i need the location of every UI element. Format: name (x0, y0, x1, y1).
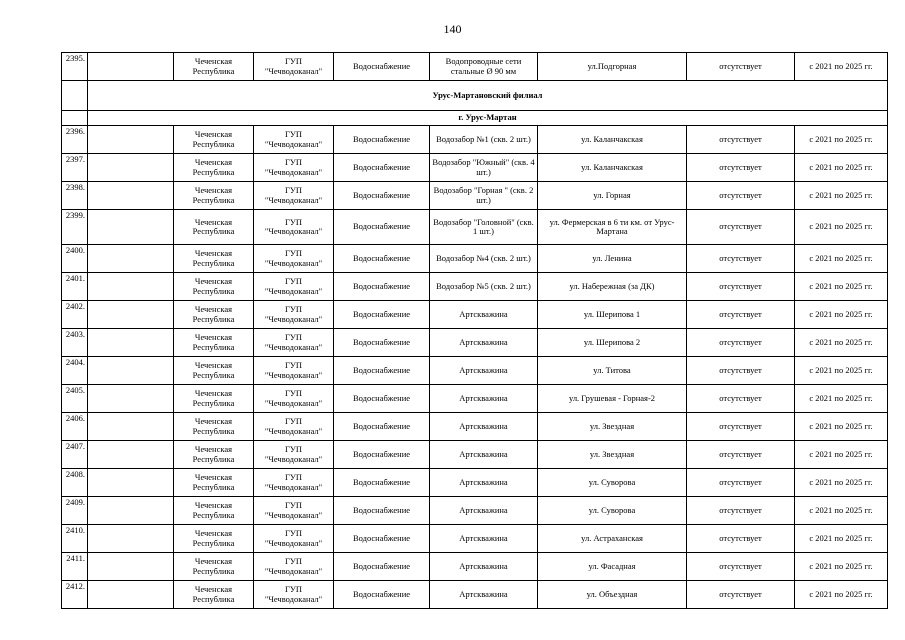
empty-cell (88, 154, 174, 182)
region-line: Республика (192, 194, 235, 205)
region-cell (174, 441, 254, 469)
table-row (62, 182, 888, 210)
region-cell (174, 273, 254, 301)
period-cell: с 2021 по 2025 гг. (795, 525, 888, 553)
empty-cell (88, 413, 174, 441)
address-cell: ул. Грушевая - Горная-2 (538, 385, 687, 413)
branch-title: Урус-Мартановский филиал (88, 81, 888, 111)
region-line: Чеченская (194, 332, 233, 342)
region-line: Республика (192, 65, 235, 76)
org-line: ГУП (284, 129, 303, 139)
table-row (62, 210, 888, 245)
period-cell: с 2021 по 2025 гг. (795, 329, 888, 357)
table-row (62, 441, 888, 469)
address-cell: ул.Подгорная (538, 53, 687, 81)
status-cell: отсутствует (687, 245, 795, 273)
row-number: 2399. (62, 210, 88, 245)
object-cell: Артскважина (430, 329, 538, 357)
address-cell: ул. Суворова (538, 469, 687, 497)
empty-cell (88, 245, 174, 273)
object-cell: Водозабор "Южный" (скв. 4 шт.) (430, 154, 538, 182)
org-line: "Чечводоканал" (264, 397, 323, 408)
org-cell (254, 53, 334, 81)
org-line: ГУП (284, 472, 303, 482)
org-line: "Чечводоканал" (264, 453, 323, 464)
object-cell: Артскважина (430, 357, 538, 385)
type-cell: Водоснабжение (334, 553, 430, 581)
org-line: "Чечводоканал" (264, 425, 323, 436)
org-line: ГУП (284, 276, 303, 286)
region-cell (174, 385, 254, 413)
table-row (62, 385, 888, 413)
type-cell: Водоснабжение (334, 329, 430, 357)
region-line: Чеченская (194, 216, 233, 227)
address-cell: ул. Шерипова 2 (538, 329, 687, 357)
status-cell: отсутствует (687, 329, 795, 357)
period-cell: с 2021 по 2025 гг. (795, 497, 888, 525)
address-cell: ул. Звездная (538, 441, 687, 469)
org-cell (254, 413, 334, 441)
table-row (62, 357, 888, 385)
status-cell: отсутствует (687, 497, 795, 525)
object-cell: Артскважина (430, 525, 538, 553)
region-line: Республика (192, 313, 235, 324)
period-cell: с 2021 по 2025 гг. (795, 126, 888, 154)
region-line: Чеченская (194, 444, 233, 454)
period-cell: с 2021 по 2025 гг. (795, 357, 888, 385)
org-line: "Чечводоканал" (264, 565, 323, 576)
region-cell (174, 245, 254, 273)
address-cell: ул. Каланчакская (538, 154, 687, 182)
empty-cell (88, 210, 174, 245)
empty-cell (88, 126, 174, 154)
table-row (62, 53, 888, 81)
region-line: Республика (192, 425, 235, 436)
address-cell: ул. Объездная (538, 581, 687, 609)
table-row (62, 245, 888, 273)
org-cell (254, 497, 334, 525)
org-cell (254, 553, 334, 581)
region-line: Чеченская (194, 129, 233, 139)
type-cell: Водоснабжение (334, 210, 430, 245)
region-line: Чеченская (194, 248, 233, 258)
type-cell: Водоснабжение (334, 273, 430, 301)
region-cell (174, 53, 254, 81)
org-cell (254, 469, 334, 497)
row-number: 2400. (62, 245, 88, 273)
row-number: 2401. (62, 273, 88, 301)
org-line: "Чечводоканал" (264, 138, 323, 149)
empty-cell (88, 329, 174, 357)
row-number: 2404. (62, 357, 88, 385)
region-cell (174, 497, 254, 525)
region-cell (174, 210, 254, 245)
type-cell: Водоснабжение (334, 301, 430, 329)
type-cell: Водоснабжение (334, 525, 430, 553)
region-cell (174, 553, 254, 581)
org-line: "Чечводоканал" (264, 369, 323, 380)
type-cell: Водоснабжение (334, 245, 430, 273)
table-row (62, 525, 888, 553)
row-number: 2411. (62, 553, 88, 581)
row-number: 2397. (62, 154, 88, 182)
org-cell (254, 441, 334, 469)
org-cell (254, 245, 334, 273)
region-cell (174, 301, 254, 329)
row-number: 2412. (62, 581, 88, 609)
empty-cell (88, 357, 174, 385)
region-line: Чеченская (194, 276, 233, 286)
table-row (62, 154, 888, 182)
org-line: ГУП (284, 556, 303, 566)
object-cell: Артскважина (430, 553, 538, 581)
org-line: "Чечводоканал" (264, 313, 323, 324)
org-line: "Чечводоканал" (264, 194, 323, 205)
empty-cell (88, 441, 174, 469)
region-line: Чеченская (194, 388, 233, 398)
empty-cell (88, 182, 174, 210)
org-line: ГУП (284, 388, 303, 398)
address-cell: ул. Фермерская в 6 ти км. от Урус-Мартана (538, 210, 687, 245)
object-cell: Артскважина (430, 497, 538, 525)
org-line: "Чечводоканал" (264, 166, 323, 177)
region-cell (174, 329, 254, 357)
address-cell: ул. Шерипова 1 (538, 301, 687, 329)
region-cell (174, 357, 254, 385)
region-line: Республика (192, 285, 235, 296)
object-cell: Артскважина (430, 413, 538, 441)
region-cell (174, 525, 254, 553)
table-row (62, 553, 888, 581)
status-cell: отсутствует (687, 525, 795, 553)
address-cell: ул. Горная (538, 182, 687, 210)
row-number: 2395. (62, 53, 88, 81)
object-cell: Водозабор №4 (скв. 2 шт.) (430, 245, 538, 273)
type-cell: Водоснабжение (334, 497, 430, 525)
status-cell: отсутствует (687, 53, 795, 81)
empty-cell (88, 385, 174, 413)
row-number: 2402. (62, 301, 88, 329)
type-cell: Водоснабжение (334, 413, 430, 441)
period-cell: с 2021 по 2025 гг. (795, 413, 888, 441)
row-number: 2398. (62, 182, 88, 210)
org-cell (254, 273, 334, 301)
row-number: 2409. (62, 497, 88, 525)
table-row (62, 581, 888, 609)
address-cell: ул. Звездная (538, 413, 687, 441)
region-line: Республика (192, 509, 235, 520)
type-cell: Водоснабжение (334, 154, 430, 182)
region-line: Чеченская (194, 472, 233, 482)
org-line: ГУП (284, 584, 303, 594)
status-cell: отсутствует (687, 553, 795, 581)
empty-cell (88, 273, 174, 301)
org-line: ГУП (284, 157, 303, 167)
period-cell: с 2021 по 2025 гг. (795, 553, 888, 581)
row-number: 2405. (62, 385, 88, 413)
org-cell (254, 581, 334, 609)
city-header-row (62, 111, 888, 126)
region-cell (174, 581, 254, 609)
org-cell (254, 329, 334, 357)
status-cell: отсутствует (687, 154, 795, 182)
org-cell (254, 385, 334, 413)
region-line: Республика (192, 341, 235, 352)
region-line: Республика (192, 369, 235, 380)
table-row (62, 329, 888, 357)
region-line: Чеченская (194, 56, 233, 66)
address-cell: ул. Фасадная (538, 553, 687, 581)
row-number: 2407. (62, 441, 88, 469)
org-cell (254, 301, 334, 329)
org-line: ГУП (284, 444, 303, 454)
org-cell (254, 210, 334, 245)
status-cell: отсутствует (687, 301, 795, 329)
org-line: ГУП (284, 248, 303, 258)
region-line: Чеченская (194, 528, 233, 538)
empty-cell (88, 53, 174, 81)
region-line: Республика (192, 453, 235, 464)
org-line: ГУП (284, 360, 303, 370)
period-cell: с 2021 по 2025 гг. (795, 154, 888, 182)
empty-cell (88, 525, 174, 553)
table-row (62, 413, 888, 441)
table-row (62, 126, 888, 154)
org-cell (254, 357, 334, 385)
address-cell: ул. Титова (538, 357, 687, 385)
object-cell: Водозабор №5 (скв. 2 шт.) (430, 273, 538, 301)
empty-cell (88, 469, 174, 497)
region-line: Республика (192, 593, 235, 604)
object-cell: Артскважина (430, 581, 538, 609)
city-title: г. Урус-Мартан (88, 111, 888, 126)
status-cell: отсутствует (687, 413, 795, 441)
region-line: Чеченская (194, 360, 233, 370)
address-cell: ул. Каланчакская (538, 126, 687, 154)
region-cell (174, 126, 254, 154)
table-row (62, 301, 888, 329)
org-cell (254, 126, 334, 154)
row-number: 2406. (62, 413, 88, 441)
region-line: Чеченская (194, 304, 233, 314)
period-cell: с 2021 по 2025 гг. (795, 210, 888, 245)
empty-cell (88, 553, 174, 581)
org-line: ГУП (284, 185, 303, 195)
object-cell: Артскважина (430, 441, 538, 469)
period-cell: с 2021 по 2025 гг. (795, 469, 888, 497)
org-line: "Чечводоканал" (264, 593, 323, 604)
region-line: Республика (192, 565, 235, 576)
empty-cell (88, 581, 174, 609)
org-line: ГУП (284, 216, 303, 227)
status-cell: отсутствует (687, 385, 795, 413)
region-line: Чеченская (194, 185, 233, 195)
org-cell (254, 154, 334, 182)
empty-cell (62, 81, 88, 111)
type-cell: Водоснабжение (334, 581, 430, 609)
region-line: Чеченская (194, 584, 233, 594)
object-cell: Водозабор "Головной" (скв. 1 шт.) (430, 210, 538, 245)
object-cell: Артскважина (430, 469, 538, 497)
type-cell: Водоснабжение (334, 182, 430, 210)
org-line: "Чечводоканал" (264, 226, 323, 236)
org-line: ГУП (284, 500, 303, 510)
status-cell: отсутствует (687, 441, 795, 469)
period-cell: с 2021 по 2025 гг. (795, 182, 888, 210)
object-cell: Водозабор "Горная " (скв. 2 шт.) (430, 182, 538, 210)
org-line: ГУП (284, 528, 303, 538)
type-cell: Водоснабжение (334, 53, 430, 81)
type-cell: Водоснабжение (334, 441, 430, 469)
address-cell: ул. Суворова (538, 497, 687, 525)
org-line: ГУП (284, 56, 303, 66)
region-cell (174, 469, 254, 497)
empty-cell (62, 111, 88, 126)
org-cell (254, 525, 334, 553)
type-cell: Водоснабжение (334, 357, 430, 385)
type-cell: Водоснабжение (334, 385, 430, 413)
region-line: Республика (192, 226, 235, 236)
status-cell: отсутствует (687, 126, 795, 154)
region-line: Республика (192, 481, 235, 492)
row-number: 2410. (62, 525, 88, 553)
table-row (62, 273, 888, 301)
org-line: "Чечводоканал" (264, 257, 323, 268)
org-line: "Чечводоканал" (264, 65, 323, 76)
period-cell: с 2021 по 2025 гг. (795, 581, 888, 609)
region-line: Чеченская (194, 416, 233, 426)
org-line: "Чечводоканал" (264, 341, 323, 352)
org-line: ГУП (284, 304, 303, 314)
region-line: Чеченская (194, 500, 233, 510)
address-cell: ул. Набережная (за ДК) (538, 273, 687, 301)
region-line: Республика (192, 257, 235, 268)
row-number: 2403. (62, 329, 88, 357)
region-cell (174, 154, 254, 182)
empty-cell (88, 497, 174, 525)
status-cell: отсутствует (687, 210, 795, 245)
region-line: Республика (192, 537, 235, 548)
period-cell: с 2021 по 2025 гг. (795, 273, 888, 301)
type-cell: Водоснабжение (334, 469, 430, 497)
type-cell: Водоснабжение (334, 126, 430, 154)
org-line: "Чечводоканал" (264, 509, 323, 520)
row-number: 2408. (62, 469, 88, 497)
region-line: Чеченская (194, 556, 233, 566)
branch-header-row (62, 81, 888, 111)
org-line: "Чечводоканал" (264, 537, 323, 548)
org-line: "Чечводоканал" (264, 285, 323, 296)
object-cell: Артскважина (430, 301, 538, 329)
period-cell: с 2021 по 2025 гг. (795, 53, 888, 81)
org-line: ГУП (284, 416, 303, 426)
object-cell: Водозабор №1 (скв. 2 шт.) (430, 126, 538, 154)
empty-cell (88, 301, 174, 329)
row-number: 2396. (62, 126, 88, 154)
region-cell (174, 182, 254, 210)
period-cell: с 2021 по 2025 гг. (795, 301, 888, 329)
object-cell: Водопроводные сети стальные Ø 90 мм (430, 53, 538, 81)
table-row (62, 469, 888, 497)
period-cell: с 2021 по 2025 гг. (795, 245, 888, 273)
region-line: Республика (192, 138, 235, 149)
address-cell: ул. Астраханская (538, 525, 687, 553)
status-cell: отсутствует (687, 469, 795, 497)
period-cell: с 2021 по 2025 гг. (795, 441, 888, 469)
region-line: Чеченская (194, 157, 233, 167)
region-cell (174, 413, 254, 441)
address-cell: ул. Ленина (538, 245, 687, 273)
table-row (62, 497, 888, 525)
region-line: Республика (192, 166, 235, 177)
status-cell: отсутствует (687, 273, 795, 301)
region-line: Республика (192, 397, 235, 408)
org-line: "Чечводоканал" (264, 481, 323, 492)
period-cell: с 2021 по 2025 гг. (795, 385, 888, 413)
status-cell: отсутствует (687, 357, 795, 385)
status-cell: отсутствует (687, 581, 795, 609)
status-cell: отсутствует (687, 182, 795, 210)
page-number: 140 (443, 22, 462, 36)
object-cell: Артскважина (430, 385, 538, 413)
registry-table (61, 52, 888, 609)
org-cell (254, 182, 334, 210)
org-line: ГУП (284, 332, 303, 342)
